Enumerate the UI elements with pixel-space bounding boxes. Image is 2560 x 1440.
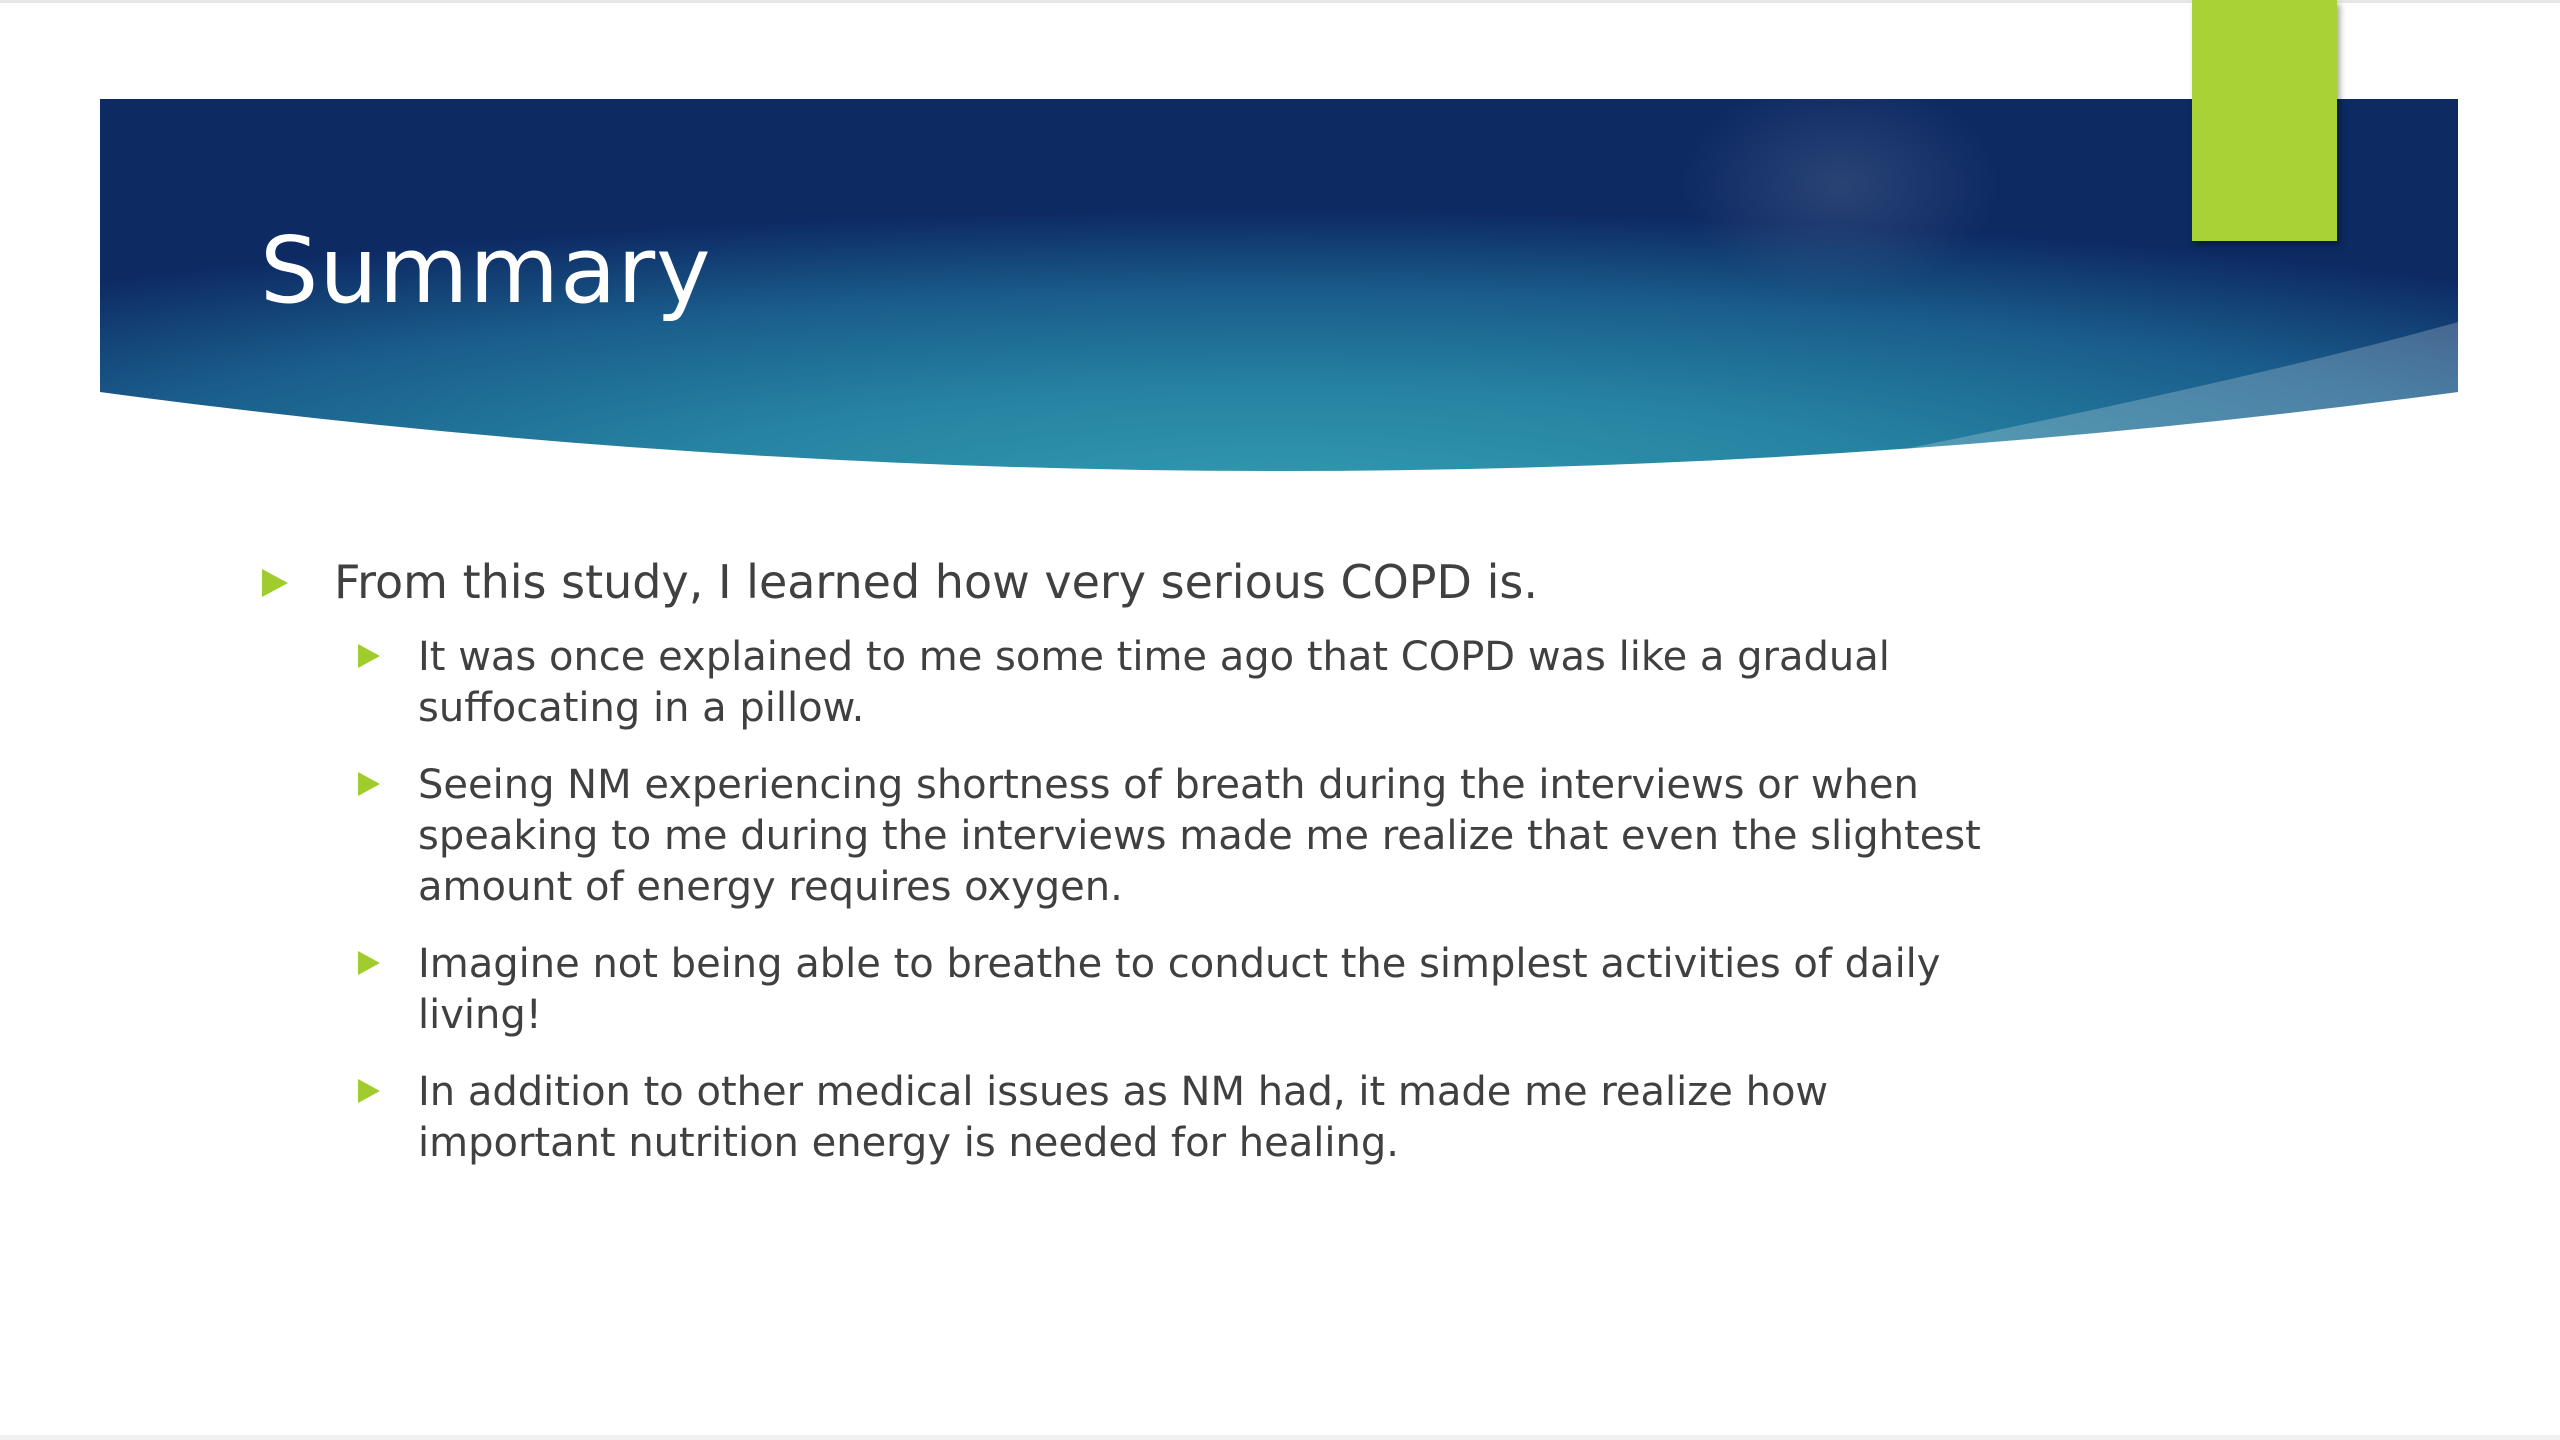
- bullet-level2: [358, 939, 2038, 1041]
- sub-bullet-text: Seeing NM experiencing shortness of breath during the interviews or when speaking to me during the interviews made me realize that even the slightest amount of energy requires oxygen.: [418, 762, 1981, 910]
- triangle-bullet-icon: [358, 951, 380, 975]
- triangle-bullet-icon: [358, 1079, 380, 1103]
- bullet-level2: [358, 1067, 2038, 1169]
- triangle-bullet-icon: [358, 644, 380, 668]
- sub-bullet-text: It was once explained to me some time ago that COPD was like a gradual suffocating in a pillow.: [418, 634, 1890, 731]
- bottom-border: [0, 1435, 2560, 1440]
- content-body: [262, 552, 2062, 1195]
- sub-bullet-text: Imagine not being able to breathe to conduct the simplest activities of daily living!: [418, 941, 1941, 1038]
- bullet-level2: [358, 632, 2038, 734]
- accent-tab: [2192, 0, 2337, 241]
- slide-title: Summary: [260, 217, 712, 324]
- sub-bullet-text: In addition to other medical issues as NM had, it made me realize how important nutrition energy is needed for healing.: [418, 1069, 1829, 1166]
- banner-glow: [1680, 75, 2000, 295]
- bullet-text: From this study, I learned how very serious COPD is.: [334, 555, 1538, 609]
- bullet-level2: [358, 760, 2038, 913]
- triangle-bullet-icon: [262, 569, 288, 597]
- triangle-bullet-icon: [358, 772, 380, 796]
- bullet-level1: [262, 552, 2062, 612]
